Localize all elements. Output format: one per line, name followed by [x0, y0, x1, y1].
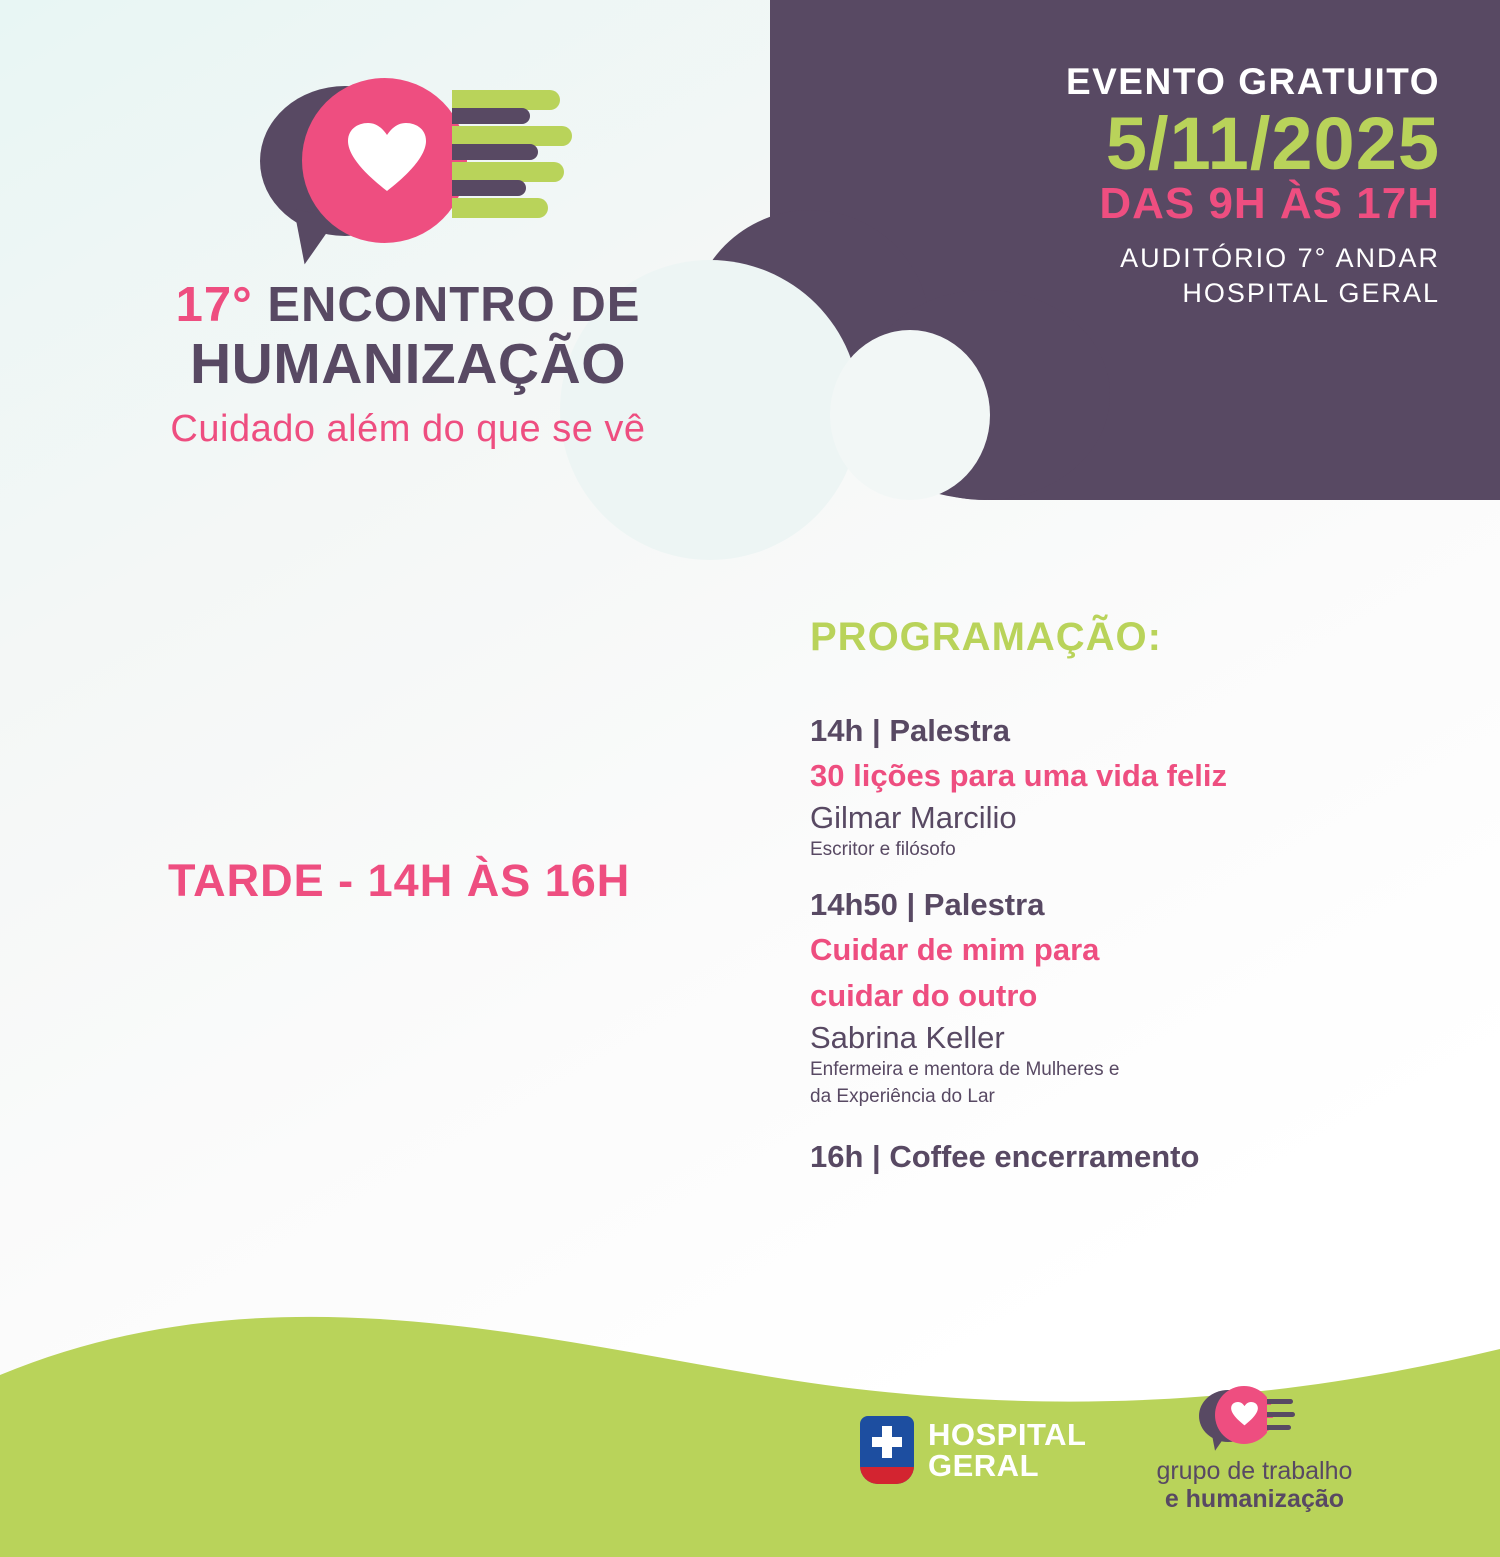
- hospital-logo-line-1: HOSPITAL: [928, 1416, 1087, 1452]
- title-ordinal: 17°: [175, 278, 253, 332]
- venue-line-2: HOSPITAL GERAL: [1182, 277, 1440, 308]
- venue-line-1: AUDITÓRIO 7° ANDAR: [1120, 242, 1440, 273]
- footer-logos: [860, 1386, 1352, 1513]
- schedule-item-speaker: Gilmar Marcilio: [810, 799, 1017, 835]
- schedule-item-talk-line-2: cuidar do outro: [810, 978, 1038, 1014]
- title-rest: ENCONTRO DE: [252, 278, 641, 332]
- grupo-logo-line-2: e humanização: [1164, 1484, 1345, 1513]
- event-venue: [1020, 241, 1440, 311]
- schedule-item-role-line-2: da Experiência do Lar: [810, 1085, 995, 1107]
- schedule-item-time: 14h | Palestra: [810, 713, 1010, 748]
- heart-icon-small: [1231, 1402, 1258, 1426]
- schedule-item-speaker: Sabrina Keller: [810, 1019, 1005, 1055]
- grupo-trabalho-logo: [1156, 1386, 1352, 1513]
- schedule-item: [810, 712, 1430, 862]
- event-tagline: Cuidado além do que se vê: [170, 408, 646, 451]
- event-title-line-2: HUMANIZAÇÃO: [189, 332, 627, 397]
- grupo-logo-line-1: grupo de trabalho: [1156, 1457, 1353, 1485]
- event-date: 5/11/2025: [1105, 101, 1440, 185]
- speech-bubble-heart-hand-icon: [260, 78, 560, 268]
- blob-notch-b: [830, 330, 990, 500]
- hospital-logo-line-2: GERAL: [928, 1447, 1039, 1483]
- event-title-line-1: [108, 280, 708, 331]
- free-event-label: EVENTO GRATUITO: [1065, 61, 1440, 102]
- schedule-item-talk: 30 lições para uma vida feliz: [810, 757, 1227, 793]
- schedule-item: [810, 886, 1430, 1109]
- event-hours: DAS 9H ÀS 17H: [1099, 179, 1440, 229]
- schedule-block: [810, 615, 1430, 1175]
- schedule-item-time: 14h50 | Palestra: [810, 887, 1045, 923]
- heart-icon: [348, 123, 426, 193]
- hospital-geral-logo: [860, 1416, 1086, 1484]
- grupo-bubble-heart-hand-icon: [1199, 1386, 1309, 1452]
- event-logo-block: [108, 78, 708, 451]
- hospital-logo-text: [928, 1416, 1087, 1483]
- schedule-item-role-line-1: Enfermeira e mentora de Mulheres e: [810, 1059, 1120, 1081]
- schedule-item-role: Escritor e filósofo: [810, 838, 956, 860]
- schedule-heading: PROGRAMAÇÃO:: [810, 615, 1162, 659]
- session-period-label: TARDE - 14H ÀS 16H: [168, 855, 631, 906]
- schedule-closing-item: 16h | Coffee encerramento: [810, 1139, 1200, 1175]
- schedule-item-talk-line-1: Cuidar de mim para: [810, 932, 1100, 968]
- hospital-shield-icon: [860, 1416, 914, 1484]
- event-info-block: [1020, 62, 1440, 311]
